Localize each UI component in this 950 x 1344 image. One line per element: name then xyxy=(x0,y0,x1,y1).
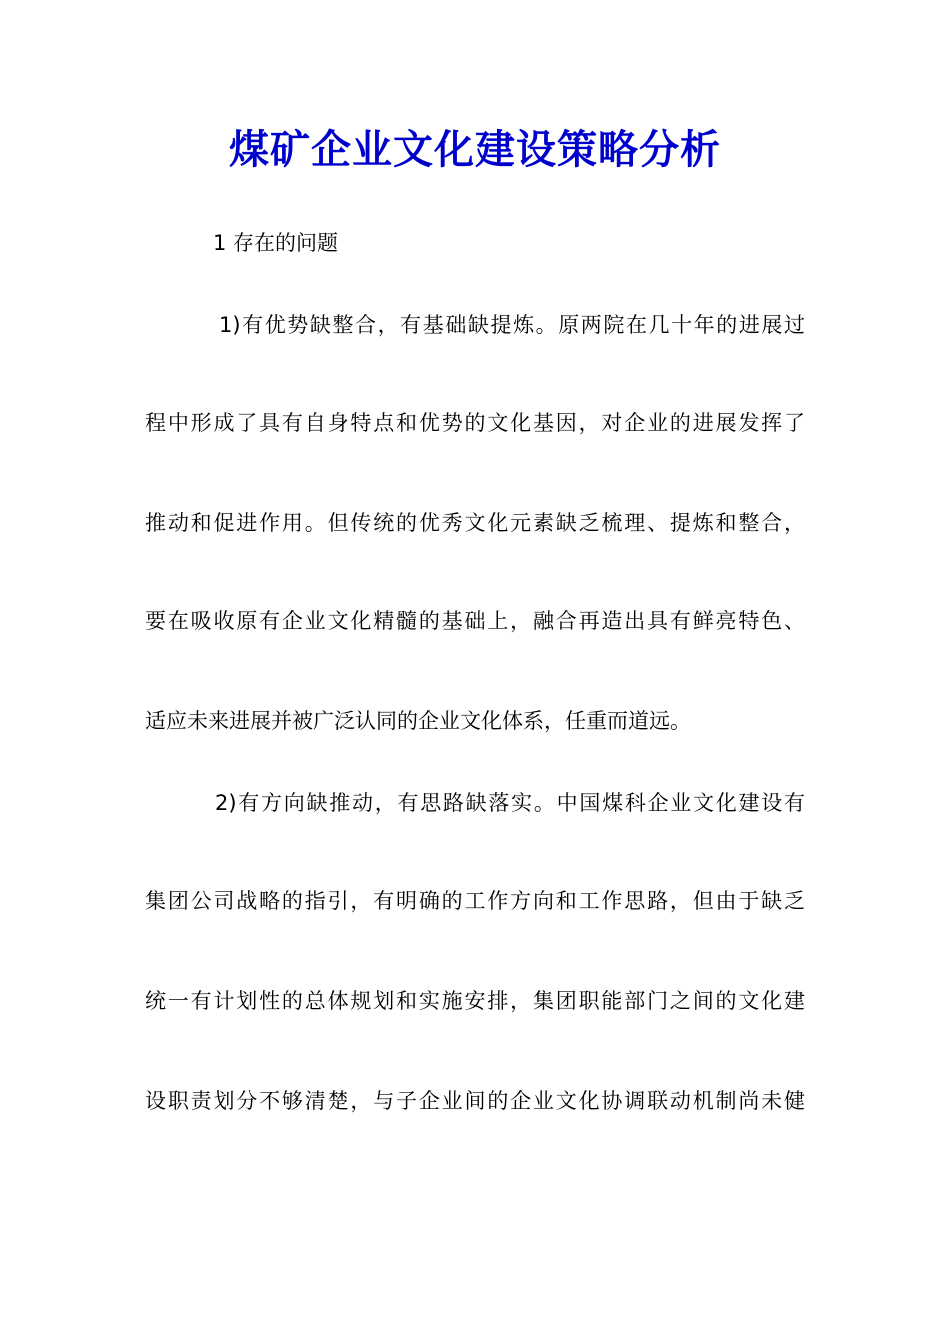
paragraph-line-5: 适应未来进展并被广泛认同的企业文化体系，任重而道远。 xyxy=(145,709,691,733)
paragraph-line-1-text: )有优势缺整合，有基础缺提炼。原两院在几十年的进展过 xyxy=(232,313,805,337)
paragraph-line-4: 要在吸收原有企业文化精髓的基础上，融合再造出具有鲜亮特色、 xyxy=(145,609,805,633)
section-heading: 1 存在的问题 xyxy=(213,231,339,255)
paragraph-line-7: 集团公司战略的指引，有明确的工作方向和工作思路，但由于缺乏 xyxy=(145,889,805,913)
paragraph-line-8: 统一有计划性的总体规划和实施安排，集团职能部门之间的文化建 xyxy=(145,989,805,1013)
paragraph-line-3: 推动和促进作用。但传统的优秀文化元素缺乏梳理、提炼和整合， xyxy=(145,511,805,535)
paragraph-line-6: 2)有方向缺推动，有思路缺落实。中国煤科企业文化建设有 xyxy=(215,791,805,815)
paragraph-line-2: 程中形成了具有自身特点和优势的文化基因，对企业的进展发挥了 xyxy=(145,411,805,435)
paragraph-line-1 xyxy=(219,310,805,340)
item-number: 1 xyxy=(219,313,233,337)
document-title: 煤矿企业文化建设策略分析 xyxy=(229,126,721,173)
paragraph-line-9: 设职责划分不够清楚，与子企业间的企业文化协调联动机制尚未健 xyxy=(145,1089,805,1113)
